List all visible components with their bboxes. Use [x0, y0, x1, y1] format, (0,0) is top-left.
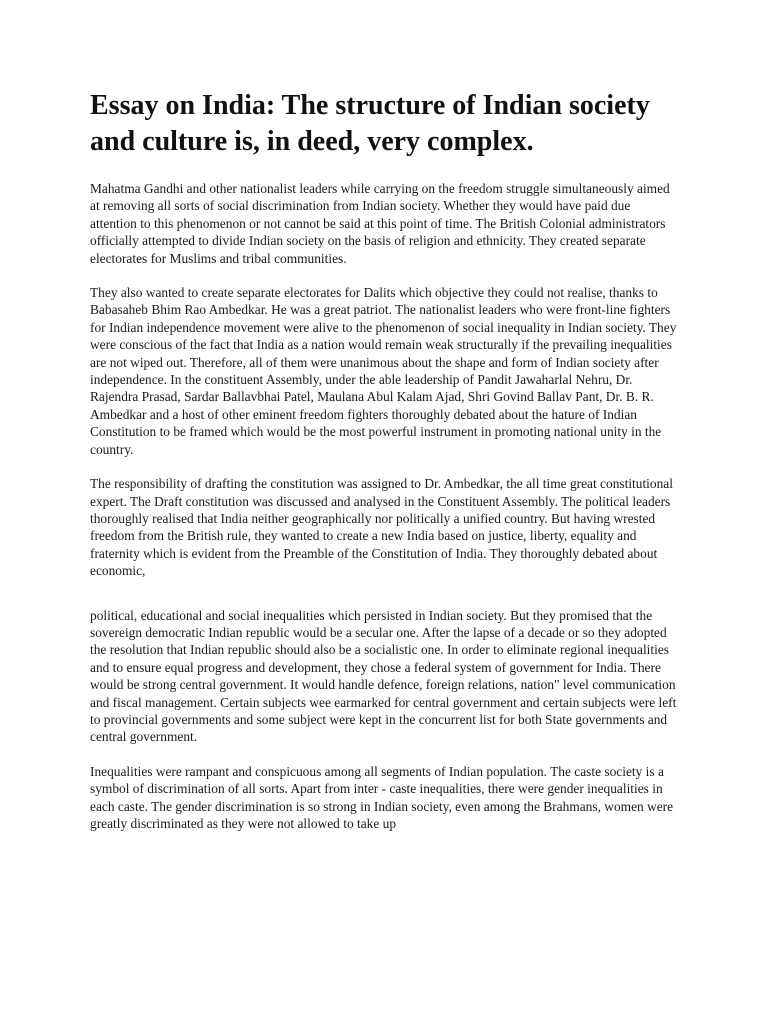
paragraph-2: They also wanted to create separate electorates for Dalits which objective they could not realise, thanks to Babasaheb Bhim Rao Ambedkar. He was a great patriot. The nationalist leaders who were front-line fighters for Indian independence movement were alive to the phenomenon of social inequality in Indian society. They were conscious of the fact that India as a nation would remain weak structurally if the prevailing inequalities are not wiped out. Therefore, all of them were unanimous about the shape and form of Indian society after independence. In the constituent Assembly, under the able leadership of Pandit Jawaharlal Nehru, Dr. Rajendra Prasad, Sardar Ballavbhai Patel, Maulana Abul Kalam Ajad, Shri Govind Ballav Pant, Dr. B. R. Ambedkar and a host of other eminent freedom fighters thoroughly debated about the hature of Indian Constitution to be framed which would be the most powerful instrument in promoting national unity in the country.	[90, 285, 677, 457]
paragraph-1: Mahatma Gandhi and other nationalist leaders while carrying on the freedom struggle simultaneously aimed at removing all sorts of social discrimination from Indian society. Whether they would have paid due attention to this phenomenon or not cannot be said at this point of time. The British Colonial administrators officially attempted to divide Indian society on the basis of religion and ethnicity. They created separate electorates for Muslims and tribal communities.	[90, 181, 670, 266]
paragraph-4: political, educational and social inequalities which persisted in Indian society. But they promised that the sovereign democratic Indian republic would be a secular one. After the lapse of a decade or so they adopted the resolution that Indian republic should also be a socialistic one. In order to eliminate regional inequalities and to ensure equal progress and development, they chose a federal system of government for India. There would be strong central government. It would handle defence, foreign relations, nation" level communication and fiscal management. Certain subjects wee earmarked for central government and certain subjects were left to provincial governments and some subject were kept in the concurrent list for both State governments and central government.	[90, 607, 677, 745]
paragraph-3: The responsibility of drafting the constitution was assigned to Dr. Ambedkar, the all time great constitutional expert. The Draft constitution was discussed and analysed in the Constituent Assembly. The political leaders thoroughly realised that India neither geographically nor politically a unified country. But having wrested freedom from the British rule, they wanted to create a new India based on justice, liberty, equality and fraternity which is evident from the Preamble of the Constitution of India. They thoroughly debated about economic,	[90, 476, 673, 579]
document-page	[90, 88, 680, 849]
paragraph-5: Inequalities were rampant and conspicuous among all segments of Indian population. The caste society is a symbol of discrimination of all sorts. Apart from inter - caste inequalities, there were gender inequalities in each caste. The gender discrimination is so strong in Indian society, even among the Brahmans, women were greatly discriminated as they were not allowed to take up	[90, 763, 674, 831]
essay-title: Essay on India: The structure of Indian society and culture is, in deed, very complex.	[90, 90, 650, 157]
